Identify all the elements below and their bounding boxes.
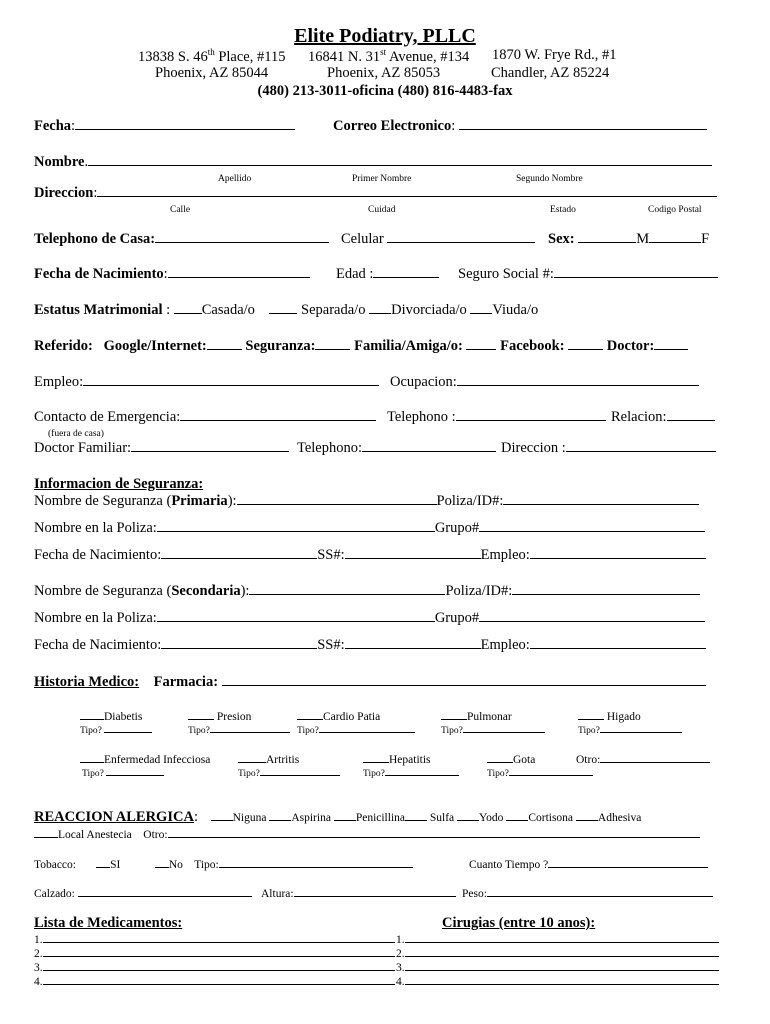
cond-artritis[interactable]: Artritis	[238, 751, 299, 766]
ciudad-label: Cuidad	[368, 205, 396, 215]
fuera-label: (fuera de casa)	[48, 429, 104, 439]
poliza-nacimiento-2[interactable]: Fecha de Nacimiento: SS#: Empleo:	[34, 637, 706, 654]
surg-line-3[interactable]: 3.	[396, 959, 719, 974]
surg-line-4[interactable]: 4.	[396, 973, 719, 988]
seg-primaria-field[interactable]: Nombre de Seguranza (Primaria): Poliza/ID#:	[34, 493, 699, 510]
tipo-1[interactable]: Tipo?	[80, 724, 152, 736]
tipo-7[interactable]: Tipo?	[238, 767, 340, 779]
celular-field[interactable]: Celular	[341, 231, 535, 248]
tobacco-row[interactable]: Tobacco: SI No Tipo:	[34, 856, 413, 871]
surg-line-2[interactable]: 2.	[396, 945, 719, 960]
sex-field[interactable]: Sex: M F	[548, 231, 710, 247]
apellido-label: Apellido	[218, 174, 252, 184]
practice-title: Elite Podiatry, PLLC	[294, 25, 476, 47]
direccion-field[interactable]: Direccion:	[34, 185, 717, 202]
cuanto-field[interactable]: Cuanto Tiempo ?	[469, 856, 708, 871]
poliza-nombre-2[interactable]: Nombre en la Poliza: Grupo#	[34, 610, 705, 627]
poliza-nacimiento-1[interactable]: Fecha de Nacimiento: SS#: Empleo:	[34, 547, 706, 564]
tipo-2[interactable]: Tipo?	[188, 724, 290, 736]
cond-gota[interactable]: Gota	[487, 751, 535, 766]
estado-label: Estado	[550, 205, 576, 215]
cond-presion[interactable]: Presion	[188, 708, 251, 723]
tipo-5[interactable]: Tipo?	[578, 724, 682, 736]
empleo-field[interactable]: Empleo:	[34, 374, 379, 391]
otro-field[interactable]: Otro:	[576, 751, 710, 766]
med-line-2[interactable]: 2.	[34, 945, 395, 960]
tipo-8[interactable]: Tipo?	[363, 767, 459, 779]
fecha-field[interactable]: Fecha:	[34, 118, 295, 135]
contacto-tel-field[interactable]: Telephono :	[387, 409, 606, 426]
docfam-tel-field[interactable]: Telephono:	[297, 440, 496, 457]
surg-line-1[interactable]: 1.	[396, 931, 719, 946]
insurance-heading: Informacion de Seguranza:	[34, 476, 204, 492]
med-line-3[interactable]: 3.	[34, 959, 395, 974]
city-2: Phoenix, AZ 85053	[327, 65, 441, 81]
meds-heading: Lista de Medicamentos:	[34, 915, 183, 931]
docfam-field[interactable]: Doctor Familiar:	[34, 440, 289, 457]
cond-diabetis[interactable]: Diabetis	[80, 708, 142, 723]
peso-field[interactable]: Peso:	[462, 885, 713, 900]
allergy-row[interactable]: REACCION ALERGICA: Niguna Aspirina Penicillina Sulfa Yodo Cortisona Adhesiva	[34, 809, 642, 825]
city-1: Phoenix, AZ 85044	[155, 65, 269, 81]
cond-hepatitis[interactable]: Hepatitis	[363, 751, 431, 766]
nacimiento-field[interactable]: Fecha de Nacimiento:	[34, 266, 310, 283]
seg-secundaria-field[interactable]: Nombre de Seguranza (Secondaria): Poliza/ID#:	[34, 583, 700, 600]
seguro-social-field[interactable]: Seguro Social #:	[458, 266, 718, 283]
contacto-field[interactable]: Contacto de Emergencia:	[34, 409, 376, 426]
med-line-1[interactable]: 1.	[34, 931, 395, 946]
address-2: 16841 N. 31st Avenue, #134	[308, 47, 470, 65]
historia-field[interactable]: Historia Medico: Farmacia:	[34, 674, 706, 691]
edad-field[interactable]: Edad :	[336, 266, 439, 283]
ocupacion-field[interactable]: Ocupacion:	[390, 374, 699, 391]
cond-higado[interactable]: Higado	[578, 708, 641, 723]
poliza-nombre-1[interactable]: Nombre en la Poliza: Grupo#	[34, 520, 705, 537]
referido-field[interactable]: Referido: Google/Internet: Seguranza: Familia/Amiga/o: Facebook: Doctor:	[34, 338, 688, 355]
address-3: 1870 W. Frye Rd., #1	[492, 47, 617, 63]
med-line-4[interactable]: 4.	[34, 973, 395, 988]
docfam-dir-field[interactable]: Direccion :	[501, 440, 716, 457]
tipo-9[interactable]: Tipo?	[487, 767, 593, 779]
nombre-field[interactable]: Nombre.	[34, 154, 712, 171]
tipo-6[interactable]: Tipo?	[82, 767, 164, 779]
codigo-label: Codigo Postal	[648, 205, 702, 215]
address-1: 13838 S. 46th Place, #115	[138, 47, 286, 65]
tipo-3[interactable]: Tipo?	[297, 724, 415, 736]
altura-field[interactable]: Altura:	[261, 885, 456, 900]
tipo-4[interactable]: Tipo?	[441, 724, 545, 736]
segundo-label: Segundo Nombre	[516, 174, 583, 184]
city-3: Chandler, AZ 85224	[491, 65, 610, 81]
correo-field[interactable]: Correo Electronico:	[333, 118, 707, 135]
local-anestecia-row[interactable]: Local Anestecia Otro:	[34, 826, 700, 841]
surg-heading: Cirugias (entre 10 anos):	[442, 915, 596, 931]
relacion-field[interactable]: Relacion:	[611, 409, 715, 426]
cond-cardio[interactable]: Cardio Patia	[297, 708, 380, 723]
primer-label: Primer Nombre	[352, 174, 412, 184]
calle-label: Calle	[170, 205, 191, 215]
cond-pulmonar[interactable]: Pulmonar	[441, 708, 512, 723]
estatus-field[interactable]: Estatus Matrimonial : Casada/o Separada/o Divorciada/o Viuda/o	[34, 302, 539, 318]
calzado-field[interactable]: Calzado:	[34, 885, 252, 900]
cond-infecciosa[interactable]: Enfermedad Infecciosa	[80, 751, 210, 766]
phone-fax: (480) 213-3011-oficina (480) 816-4483-fax	[257, 83, 513, 99]
telcasa-field[interactable]: Telephono de Casa:	[34, 231, 329, 248]
